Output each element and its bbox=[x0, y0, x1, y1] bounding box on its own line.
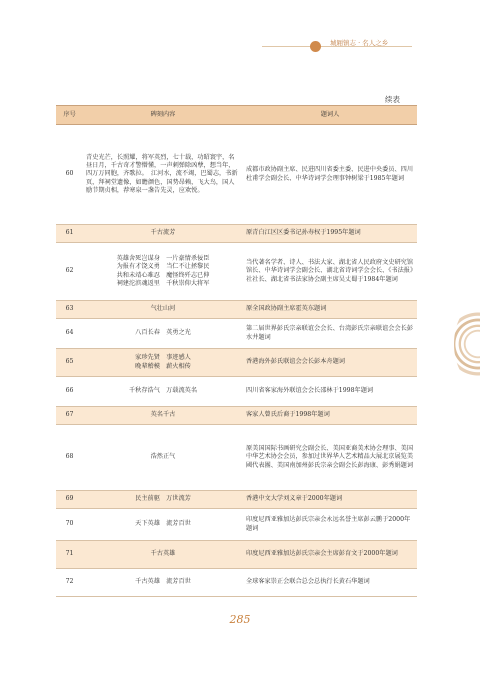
inscription-author: 成都市政协副主席、民进四川省委主委、民进中央委员、四川杜甫学会副会长、中华诗词学会理事钟树梁于1985年题词 bbox=[243, 125, 417, 225]
row-number: 60 bbox=[56, 125, 83, 225]
row-number: 62 bbox=[56, 243, 83, 301]
table-body bbox=[56, 125, 417, 597]
inscription-content: 气壮山河 bbox=[83, 301, 243, 319]
running-title: 城厢镇志 · 名人之乡 bbox=[330, 39, 389, 47]
header-number: 序号 bbox=[56, 106, 83, 125]
table-row bbox=[56, 225, 417, 243]
inscription-author: 印度尼西亚雅加达彭氏宗亲会主席彭育文于2000年题词 bbox=[243, 541, 417, 569]
table-row bbox=[56, 301, 417, 319]
row-number: 71 bbox=[56, 541, 83, 569]
row-number: 64 bbox=[56, 319, 83, 349]
inscription-author: 四川省客家海外联谊会会长邵林于1998年题词 bbox=[243, 377, 417, 407]
row-number: 68 bbox=[56, 425, 83, 491]
table-header-row bbox=[56, 106, 417, 125]
table-row bbox=[56, 491, 417, 509]
inscription-content: 千古英雄 bbox=[83, 541, 243, 569]
inscription-content: 八百长春 英勇之光 bbox=[83, 319, 243, 349]
table-row bbox=[56, 569, 417, 597]
page-number: 285 bbox=[229, 613, 251, 626]
inscription-author: 原全国政协副主席霍英东题词 bbox=[243, 301, 417, 319]
inscription-content: 浩然正气 bbox=[83, 425, 243, 491]
table-row bbox=[56, 377, 417, 407]
inscription-content: 千古流芳 bbox=[83, 225, 243, 243]
inscription-content: 千秋存浩气 万载流英名 bbox=[83, 377, 243, 407]
inscription-author: 原青白江区区委书记孙寿权于1995年题词 bbox=[243, 225, 417, 243]
table-row bbox=[56, 125, 417, 225]
inscription-author: 原美国国际书画研究会副会长、美国亚裔美术协会理事、美国中华艺术协会会员，参加过世界华人艺术精品大展北京展览美國代表團、美国南加州彭氏宗亲会副会长彭海康、彭秀娟题词 bbox=[243, 425, 417, 491]
row-number: 65 bbox=[56, 349, 83, 377]
inscription-author: 当代著名学者、诗人、书法大家、湖北省人民政府文史研究馆馆长、中华诗词学会副会长、湖北省诗词学会会长、《书法报》社社长、湖北省书法家协会副主席吴丈蜀于1984年题词 bbox=[243, 243, 417, 301]
table-row bbox=[56, 243, 417, 301]
row-number: 61 bbox=[56, 225, 83, 243]
row-number: 63 bbox=[56, 301, 83, 319]
table-row bbox=[56, 319, 417, 349]
inscription-author: 香港中文大学刘义章于2000年题词 bbox=[243, 491, 417, 509]
table-row bbox=[56, 349, 417, 377]
inscription-content: 民主前驱 万世流芳 bbox=[83, 491, 243, 509]
inscription-author: 第二届世界彭氏宗亲联谊会会长、台湾彭氏宗亲联谊会会长彭水井题词 bbox=[243, 319, 417, 349]
header-content: 碑刻内容 bbox=[83, 106, 243, 125]
row-number: 66 bbox=[56, 377, 83, 407]
inscription-content: 英名千古 bbox=[83, 407, 243, 425]
inscription-author: 全球客家崇正会联合总会总执行长黄石华题词 bbox=[243, 569, 417, 597]
continued-label: 续表 bbox=[385, 95, 400, 104]
inscription-table bbox=[56, 105, 417, 597]
row-number: 72 bbox=[56, 569, 83, 597]
inscription-author: 香港海外彭氏联谊会会长彭本舟题词 bbox=[243, 349, 417, 377]
inscription-content: 英雄舍死岂谋身 一片豪情杀佞臣 为报有才饶义勇 当仁不让拯黎民 共和未靖心难忍 魔怪终歼志已伸 祠建沱滨魂返里 千秋崇仰大将军 bbox=[83, 243, 243, 301]
row-number: 69 bbox=[56, 491, 83, 509]
decorative-ring-ornament bbox=[454, 304, 480, 384]
inscription-content: 青史光芒，长照耀，将军英烈，七十载，功昭寰宇，名昼日月，千古奇才警懵懂，一声刺弹除凶孽，想当年，四万万同胞，齐歌拉。 江河水，流不竭，巴蜀志，书新页，拜祠堂遗像，如瞻颜色，国势昂赖，飞大鸟，国人励节期贞相，荐寒泉一盏告先灵，应欢悦。 bbox=[83, 125, 243, 225]
inscription-content: 千古英雄 流芳百世 bbox=[83, 569, 243, 597]
row-number: 67 bbox=[56, 407, 83, 425]
table-row bbox=[56, 425, 417, 491]
table-row bbox=[56, 509, 417, 541]
table-row bbox=[56, 407, 417, 425]
inscription-content: 天下英雄 流芳百世 bbox=[83, 509, 243, 541]
header-author: 题词人 bbox=[243, 106, 417, 125]
inscription-author: 印度尼西亚雅加达彭氏宗亲会永远名誉主席彭云鹏于2000年题词 bbox=[243, 509, 417, 541]
table-row bbox=[56, 541, 417, 569]
header-ornament-dot bbox=[310, 41, 321, 52]
inscription-content: 家珍先贤 事迹感人 晚辈稽模 薪火相传 bbox=[83, 349, 243, 377]
inscription-author: 客家人曾氏后裔于1998年题词 bbox=[243, 407, 417, 425]
row-number: 70 bbox=[56, 509, 83, 541]
